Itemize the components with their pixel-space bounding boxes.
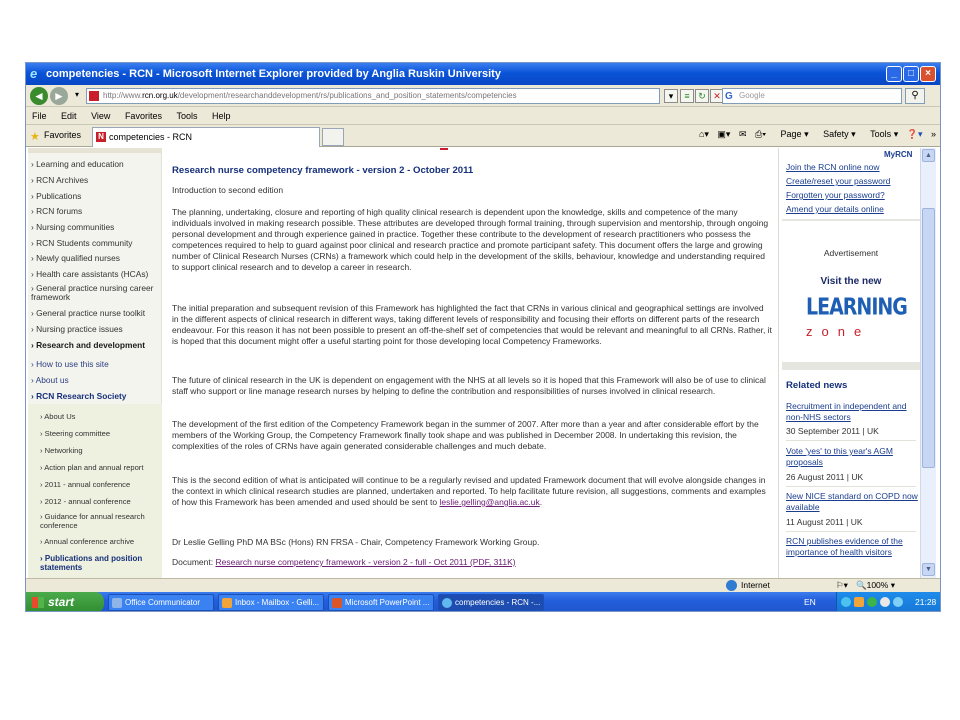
myrcn-logo[interactable]: MyRCN bbox=[884, 150, 913, 159]
left-navigation bbox=[28, 148, 162, 578]
search-placeholder: Google bbox=[739, 91, 765, 100]
command-bar bbox=[693, 129, 936, 140]
subnav-about-us[interactable]: › About Us bbox=[40, 412, 76, 421]
favorites-bar bbox=[26, 125, 941, 147]
news-separator bbox=[786, 486, 916, 487]
menu-favorites[interactable]: Favorites bbox=[124, 111, 162, 121]
site-favicon-icon bbox=[89, 91, 99, 101]
subnav-2012-conference[interactable]: › 2012 - annual conference bbox=[40, 497, 131, 506]
news-date-1: 30 September 2011 | UK bbox=[786, 426, 879, 436]
scroll-up-icon[interactable]: ▲ bbox=[922, 149, 935, 162]
news-separator bbox=[786, 531, 916, 532]
header-accent bbox=[440, 148, 448, 150]
nav-gp-toolkit[interactable]: › General practice nurse toolkit bbox=[31, 308, 146, 318]
volume-icon[interactable] bbox=[880, 597, 890, 607]
amend-details-link[interactable]: Amend your details online bbox=[786, 204, 884, 214]
paragraph-1: The planning, undertaking, closure and reporting of high quality clinical research is dependent upon the knowledge, skills and competence of the many individuals involved in making research possible. These attributes are developed through formal training, through supervision and mentorship, through ongoing personal development and through experience gained in practice. Together these contribute to the development of research practitioners who possess the competences required to help to guard against poor clinical and research practice and promote participant safety. This document offers the large and growing number of Clinical Research Nurses (CRNs) a framework which could help in the development of the skills, behaviour, knowledge and understanding required to support clinical research and to develop a career in research. bbox=[172, 207, 769, 272]
google-icon: G bbox=[725, 91, 733, 102]
internet-zone-icon bbox=[726, 580, 737, 591]
address-toolbar bbox=[26, 85, 941, 107]
feeds-icon[interactable]: ▣▾ bbox=[717, 129, 731, 139]
task-ie-competencies[interactable]: competencies - RCN -... bbox=[438, 594, 544, 611]
paragraph-4: The development of the first edition of the Competency Framework began in the summer of 2007. After more than a year and after considerable effort by the members of the Working Group, the Competency Framework finally took shape and was published in December 2008. In undertaking this revision, the complexities of the roles of CRNs have again generated considerable challenges and much debate. bbox=[172, 419, 759, 451]
ie-icon bbox=[442, 598, 452, 608]
nav-rcn-forums[interactable]: › RCN forums bbox=[31, 206, 83, 216]
communicator-icon bbox=[112, 598, 122, 608]
nav-how-to-use[interactable]: › How to use this site bbox=[31, 359, 109, 369]
main-article bbox=[170, 148, 772, 578]
ad-visit-text[interactable]: Visit the new bbox=[820, 276, 882, 287]
security-tray-icon[interactable] bbox=[893, 597, 903, 607]
intro-heading: Introduction to second edition bbox=[172, 185, 284, 195]
new-tab-button[interactable] bbox=[322, 128, 344, 146]
tab-title: competencies - RCN bbox=[109, 132, 193, 142]
maximize-button[interactable]: □ bbox=[903, 66, 919, 82]
subnav-publications-position[interactable]: › Publications and position statements bbox=[40, 554, 143, 572]
home-icon[interactable]: ⌂▾ bbox=[698, 129, 709, 139]
nav-hcas[interactable]: › Health care assistants (HCAs) bbox=[31, 269, 149, 279]
help-icon[interactable]: ❓▾ bbox=[906, 129, 923, 139]
refresh-icon[interactable]: ↻ bbox=[695, 89, 709, 103]
close-button[interactable]: × bbox=[920, 66, 936, 82]
page-content bbox=[26, 148, 941, 578]
menu-help[interactable]: Help bbox=[212, 111, 231, 121]
safety-menu[interactable]: Safety ▾ bbox=[823, 129, 856, 139]
forward-button[interactable]: ► bbox=[50, 87, 68, 105]
nav-nursing-communities[interactable]: › Nursing communities bbox=[31, 222, 115, 232]
task-powerpoint[interactable]: Microsoft PowerPoint ... bbox=[328, 594, 434, 611]
taskbar bbox=[26, 592, 941, 612]
document-row: Document: Research nurse competency framework - version 2 - full - Oct 2011 (PDF, 311K) bbox=[172, 557, 516, 567]
subnav-steering-committee[interactable]: › Steering committee bbox=[40, 429, 111, 438]
zoom-level[interactable]: 🔍100% ▾ bbox=[856, 580, 895, 590]
nav-publications[interactable]: › Publications bbox=[31, 191, 82, 201]
task-office-communicator[interactable]: Office Communicator bbox=[108, 594, 214, 611]
windows-flag-icon bbox=[32, 597, 44, 608]
history-dropdown-icon[interactable]: ▾ bbox=[74, 90, 79, 99]
print-icon[interactable]: ⎙▾ bbox=[755, 129, 767, 139]
paragraph-2: The initial preparation and subsequent revision of this Framework has highlighted the fact that CRNs in various clinical and geographical settings are involved in the different aspects of clinical research in different ways, taking different levels of responsibility and focusing their efforts on different parts of the research endeavour. For this reason it has not been possible to present an off-the-shelf set of competencies that would be relevant and meaningful to all CRNs. Rather, it is hoped that this document might offer a useful starting point for those developing local Competency Frameworks. bbox=[172, 303, 772, 346]
page-menu[interactable]: Page ▾ bbox=[780, 129, 809, 139]
column-divider bbox=[778, 148, 779, 578]
forgotten-password-link[interactable]: Forgotten your password? bbox=[786, 190, 885, 200]
nav-learning-education[interactable]: › Learning and education bbox=[31, 159, 124, 169]
status-bar bbox=[26, 578, 941, 592]
subnav-networking[interactable]: › Networking bbox=[40, 446, 83, 455]
signature: Dr Leslie Gelling PhD MA BSc (Hons) RN FRSA - Chair, Competency Framework Working Group. bbox=[172, 537, 540, 547]
url-path: /development/researchanddevelopment/rs/publications_and_position_statements/competencies bbox=[177, 91, 517, 100]
back-button[interactable]: ◄ bbox=[30, 87, 48, 105]
scroll-down-icon[interactable]: ▼ bbox=[922, 563, 935, 576]
nav-research-society[interactable]: › RCN Research Society bbox=[31, 391, 127, 401]
page-title: Research nurse competency framework - version 2 - October 2011 bbox=[172, 165, 474, 176]
right-sidebar bbox=[782, 148, 920, 578]
more-chevron-icon[interactable]: » bbox=[930, 129, 936, 139]
news-date-2: 26 August 2011 | UK bbox=[786, 472, 864, 482]
sidebar-divider bbox=[782, 219, 920, 221]
powerpoint-icon bbox=[332, 598, 342, 608]
nav-rcn-archives[interactable]: › RCN Archives bbox=[31, 175, 89, 185]
favorites-button[interactable]: Favorites bbox=[44, 130, 82, 140]
news-link-1[interactable]: Recruitment in independent and non-NHS sectors bbox=[786, 401, 907, 422]
join-rcn-link[interactable]: Join the RCN online now bbox=[786, 162, 880, 172]
menu-bar bbox=[26, 107, 941, 125]
menu-tools[interactable]: Tools bbox=[176, 111, 198, 121]
outlook-tray-icon[interactable] bbox=[854, 597, 864, 607]
menu-file[interactable]: File bbox=[32, 111, 47, 121]
nav-top-strip bbox=[28, 148, 162, 153]
tools-menu[interactable]: Tools ▾ bbox=[870, 129, 899, 139]
address-dropdown-icon[interactable]: ▾ bbox=[664, 89, 678, 103]
nav-research-development[interactable]: › Research and development bbox=[31, 340, 146, 350]
email-link[interactable]: leslie.gelling@anglia.ac.uk bbox=[439, 497, 540, 507]
url-prefix: http://www. bbox=[103, 91, 143, 100]
nav-students-community[interactable]: › RCN Students community bbox=[31, 238, 133, 248]
protected-mode-icon[interactable]: ⚐▾ bbox=[836, 580, 848, 590]
menu-edit[interactable]: Edit bbox=[61, 111, 77, 121]
tab-competencies[interactable] bbox=[92, 127, 320, 147]
nav-gp-career-framework[interactable]: › General practice nursing career framework bbox=[31, 283, 154, 302]
news-separator bbox=[786, 440, 916, 441]
news-link-3[interactable]: New NICE standard on COPD now available bbox=[786, 491, 918, 512]
favorites-star-icon[interactable]: ★ bbox=[30, 131, 40, 143]
reset-password-link[interactable]: Create/reset your password bbox=[786, 176, 891, 186]
ad-learning-logo[interactable]: LEARNING bbox=[806, 294, 907, 321]
search-input[interactable] bbox=[722, 88, 902, 104]
ie-logo-icon: e bbox=[30, 66, 38, 81]
paragraph-5: This is the second edition of what is anticipated will continue to be a regularly revised and updated Framework document that will evolve alongside changes in the context in which clinical research studies are planned, undertaken and reported. To help facilitate future revision, all suggestions, comments and examples of how this Framework has been amended and used should be sent to leslie.gelling@anglia.ac.uk. bbox=[172, 475, 766, 507]
document-link[interactable]: Research nurse competency framework - version 2 - full - Oct 2011 (PDF, 311K) bbox=[215, 557, 516, 567]
menu-view[interactable]: View bbox=[91, 111, 111, 121]
news-link-4[interactable]: RCN publishes evidence of the importance of health visitors bbox=[786, 536, 903, 557]
network-icon[interactable] bbox=[841, 597, 851, 607]
task-inbox-mailbox[interactable]: Inbox - Mailbox - Gelli... bbox=[218, 594, 324, 611]
messenger-icon[interactable] bbox=[867, 597, 877, 607]
security-zone: Internet bbox=[741, 580, 770, 590]
mail-icon[interactable]: ✉ bbox=[738, 129, 747, 139]
start-button[interactable]: start bbox=[26, 592, 104, 612]
related-news-title: Related news bbox=[786, 380, 848, 391]
news-date-3: 11 August 2011 | UK bbox=[786, 517, 863, 527]
address-bar[interactable] bbox=[86, 88, 660, 104]
minimize-button[interactable]: _ bbox=[886, 66, 902, 82]
compatibility-icon[interactable]: ≡ bbox=[680, 89, 694, 103]
outlook-icon bbox=[222, 598, 232, 608]
scroll-thumb[interactable] bbox=[922, 208, 935, 468]
browser-window bbox=[25, 62, 941, 612]
stop-icon[interactable]: ✕ bbox=[710, 89, 724, 103]
subnav-conference-archive[interactable]: › Annual conference archive bbox=[40, 537, 135, 546]
nav-about-us[interactable]: › About us bbox=[31, 375, 69, 385]
ad-zone-logo[interactable]: zone bbox=[806, 324, 871, 339]
nav-practice-issues[interactable]: › Nursing practice issues bbox=[31, 324, 123, 334]
rcn-favicon-icon: N bbox=[96, 132, 106, 142]
system-tray bbox=[836, 592, 941, 612]
vertical-scrollbar[interactable] bbox=[920, 148, 936, 578]
clock: 21:28 bbox=[915, 597, 937, 607]
news-link-2[interactable]: Vote 'yes' to this year's AGM proposals bbox=[786, 446, 893, 467]
subnav-2011-conference[interactable]: › 2011 - annual conference bbox=[40, 480, 131, 489]
subnav-guidance-conference[interactable]: › Guidance for annual research conference bbox=[40, 512, 145, 530]
advertisement-label: Advertisement bbox=[823, 248, 879, 258]
window-title: competencies - RCN - Microsoft Internet Explorer provided by Anglia Ruskin University bbox=[46, 68, 501, 80]
title-bar bbox=[26, 63, 941, 85]
language-indicator[interactable]: EN bbox=[804, 597, 816, 607]
sidebar-divider-2 bbox=[782, 362, 920, 370]
url-domain: rcn.org.uk bbox=[142, 91, 178, 100]
paragraph-3: The future of clinical research in the UK is dependent on engagement with the NHS at all levels so it is hoped that this Framework will also be of use to clinical staff who support or line manage research nurses by helping to define the contribution and responsibilities of nurses involved in clinical research. bbox=[172, 375, 766, 396]
search-button[interactable]: ⚲ bbox=[905, 88, 925, 104]
subnav-action-plan[interactable]: › Action plan and annual report bbox=[40, 463, 144, 472]
nav-newly-qualified[interactable]: › Newly qualified nurses bbox=[31, 253, 120, 263]
